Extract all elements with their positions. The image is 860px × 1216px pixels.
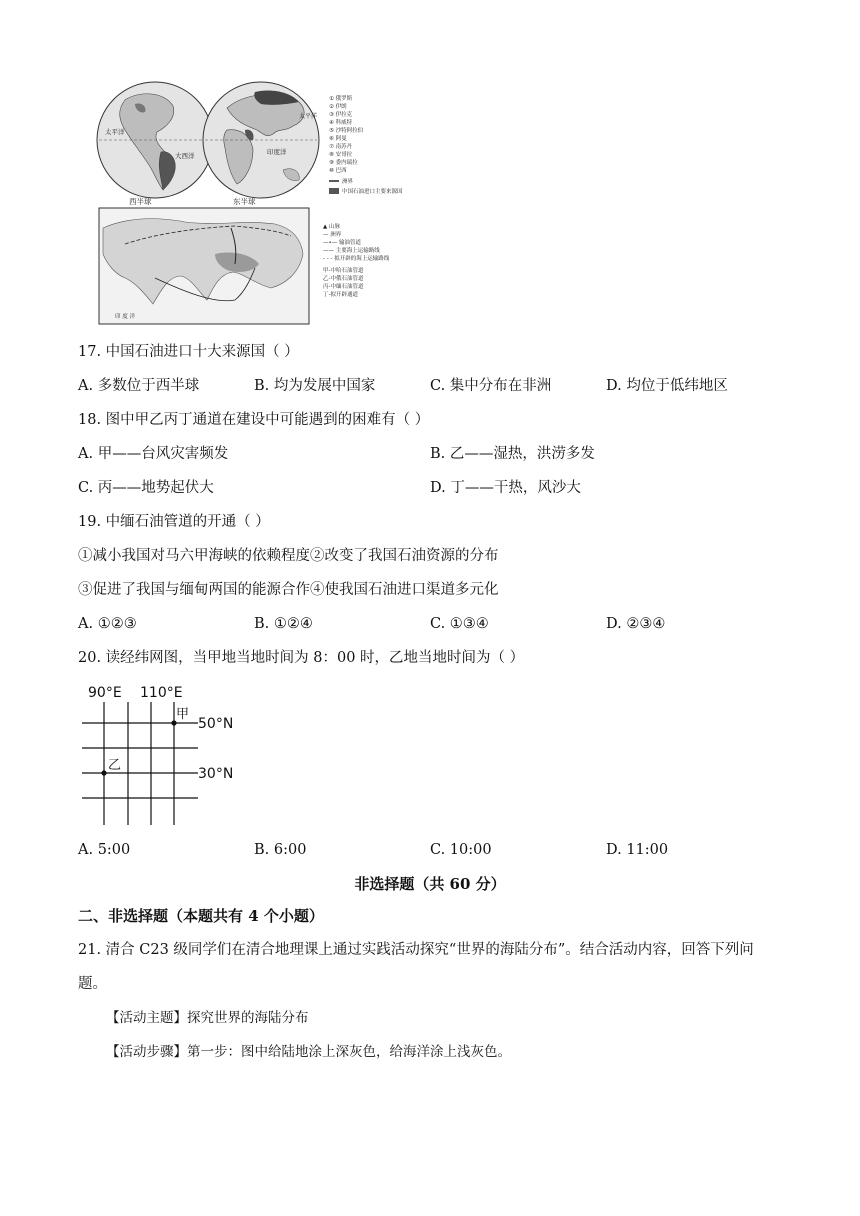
q18-stem: 18. 图中甲乙丙丁通道在建设中可能遇到的困难有（ ） (78, 412, 430, 428)
q21-stem-line-1: 21. 清合 C23 级同学们在清合地理课上通过实践活动探究“世界的海陆分布”。结合活动内容，回答下列问 (78, 942, 754, 958)
lat-label-50n: 50°N (198, 716, 234, 732)
west-hemisphere-label: 西半球 (129, 197, 152, 206)
east-hemisphere-label: 东半球 (233, 197, 256, 206)
q21-activity-theme: 【活动主题】探究世界的海陆分布 (106, 1010, 309, 1026)
svg-text:印 度 洋: 印 度 洋 (115, 314, 135, 320)
oil-import-map-figure (95, 78, 403, 326)
q19-option-b[interactable]: B. ①②④ (254, 616, 313, 632)
q21-stem-line-2: 题。 (78, 976, 107, 992)
lat-label-30n: 30°N (198, 766, 234, 782)
q19-statement-line-1: ①减小我国对马六甲海峡的依赖程度②改变了我国石油资源的分布 (78, 548, 499, 564)
svg-text:⑥ 阿曼: ⑥ 阿曼 (329, 136, 347, 142)
svg-text:⑩ 巴西: ⑩ 巴西 (329, 168, 347, 174)
ocean-label-atlantic: 大西洋 (175, 152, 195, 160)
q18-option-b[interactable]: B. 乙——湿热，洪涝多发 (430, 446, 595, 462)
svg-text:④ 科威特: ④ 科威特 (329, 120, 353, 126)
svg-text:丙-中缅石油管道: 丙-中缅石油管道 (323, 284, 364, 290)
svg-text:乙-中俄石油管道: 乙-中俄石油管道 (323, 276, 364, 282)
svg-text:② 伊朗: ② 伊朗 (329, 104, 347, 110)
q19-statement-line-2: ③促进了我国与缅甸两国的能源合作④使我国石油进口渠道多元化 (78, 582, 499, 598)
q18-option-c[interactable]: C. 丙——地势起伏大 (78, 480, 214, 496)
part-two-title: 二、非选择题（本题共有 4 个小题） (78, 907, 324, 925)
q18-option-d[interactable]: D. 丁——干热，风沙大 (430, 480, 581, 496)
ocean-label-pacific-east: 太平洋 (299, 113, 318, 120)
svg-text:—•— 输油管道: —•— 输油管道 (323, 240, 361, 246)
q17-stem: 17. 中国石油进口十大来源国（ ） (78, 344, 299, 360)
q20-option-a[interactable]: A. 5:00 (78, 842, 131, 858)
svg-text:—— 主要海上运输路线: —— 主要海上运输路线 (323, 248, 380, 254)
lon-label-90e: 90°E (88, 685, 122, 701)
ocean-label-indian: 印度洋 (267, 148, 287, 156)
svg-text:⑦ 南苏丹: ⑦ 南苏丹 (329, 144, 353, 150)
svg-text:⑤ 沙特阿拉伯: ⑤ 沙特阿拉伯 (329, 128, 364, 134)
q21-activity-step: 【活动步骤】第一步：图中给陆地涂上深灰色，给海洋涂上浅灰色。 (106, 1044, 511, 1060)
svg-text:⑧ 安哥拉: ⑧ 安哥拉 (329, 152, 353, 158)
svg-text:▲ 山脉: ▲ 山脉 (323, 224, 340, 230)
latitude-longitude-grid (78, 680, 278, 830)
map-figure-svg (95, 78, 403, 326)
lon-label-110e: 110°E (140, 685, 183, 701)
q20-option-c[interactable]: C. 10:00 (430, 842, 492, 858)
svg-text:甲-中哈石油管道: 甲-中哈石油管道 (323, 268, 364, 274)
svg-text:洲界: 洲界 (342, 179, 354, 185)
q19-stem: 19. 中缅石油管道的开通（ ） (78, 514, 270, 530)
svg-text:⑨ 委内瑞拉: ⑨ 委内瑞拉 (329, 160, 358, 166)
point-jia-label: 甲 (176, 707, 190, 722)
q20-option-d[interactable]: D. 11:00 (606, 842, 669, 858)
ocean-label-pacific-west: 太平洋 (105, 128, 125, 136)
q17-option-c[interactable]: C. 集中分布在非洲 (430, 378, 552, 394)
q20-stem: 20. 读经纬网图，当甲地当地时间为 8：00 时，乙地当地时间为（ ） (78, 650, 525, 666)
q19-option-d[interactable]: D. ②③④ (606, 616, 666, 632)
non-choice-section-title: 非选择题（共 60 分） (354, 875, 506, 893)
bottom-legend (323, 222, 390, 298)
svg-text:- - - 拟开辟的海上运输路线: - - - 拟开辟的海上运输路线 (323, 256, 390, 262)
q19-option-c[interactable]: C. ①③④ (430, 616, 489, 632)
q19-option-a[interactable]: A. ①②③ (78, 616, 137, 632)
point-yi-marker (101, 770, 106, 775)
q18-option-a[interactable]: A. 甲——台风灾害频发 (78, 446, 229, 462)
q17-option-d[interactable]: D. 均位于低纬地区 (606, 378, 728, 394)
svg-text:③ 伊拉克: ③ 伊拉克 (329, 112, 353, 118)
svg-text:中国石油进口主要来源国: 中国石油进口主要来源国 (342, 189, 403, 195)
top-legend (329, 94, 403, 195)
svg-text:① 俄罗斯: ① 俄罗斯 (329, 96, 353, 102)
q17-option-a[interactable]: A. 多数位于西半球 (78, 378, 200, 394)
q17-option-b[interactable]: B. 均为发展中国家 (254, 378, 376, 394)
svg-text:丁-拟开辟通道: 丁-拟开辟通道 (323, 292, 358, 298)
q20-option-b[interactable]: B. 6:00 (254, 842, 307, 858)
point-yi-label: 乙 (108, 758, 122, 773)
svg-text:— 洲界: — 洲界 (323, 232, 342, 238)
